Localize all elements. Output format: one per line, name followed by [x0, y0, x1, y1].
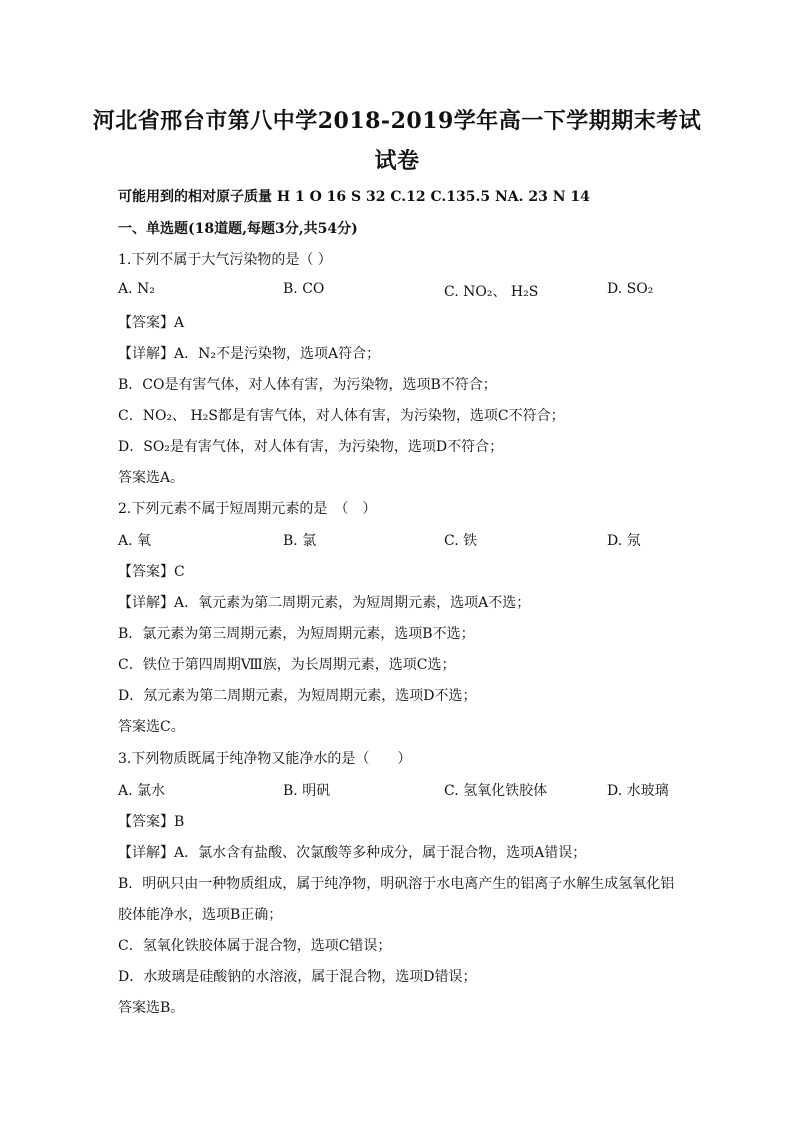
explanation-line: D．氖元素为第二周期元素，为短周期元素，选项D不选； — [118, 688, 477, 704]
option-c: C. NO₂、 H₂S — [444, 284, 539, 300]
explanation-line: 答案选A。 — [118, 470, 185, 486]
explanation-line: 【详解】A．氯水含有盐酸、次氯酸等多种成分，属于混合物，选项A错误； — [118, 845, 587, 861]
explanation-line: 答案选C。 — [118, 719, 185, 735]
explanation-line: 答案选B。 — [118, 1000, 185, 1016]
answer: 【答案】B — [118, 814, 185, 830]
option-d: D. SO₂ — [607, 281, 654, 297]
explanation-line: D．水玻璃是硅酸钠的水溶液，属于混合物，选项D错误； — [118, 969, 477, 985]
explanation-line: 【详解】A．N₂不是污染物，选项A符合； — [118, 346, 381, 362]
explanation-line: 【详解】A．氧元素为第二周期元素，为短周期元素，选项A不选； — [118, 595, 531, 611]
option-d: D. 氖 — [607, 533, 641, 549]
option-a: A. 氯水 — [118, 783, 166, 799]
question-stem: 1.下列不属于大气污染物的是（ ） — [118, 252, 332, 268]
explanation-line: C．铁位于第四周期Ⅷ族，为长周期元素，选项C选； — [118, 657, 456, 673]
atomic-mass-note: 可能用到的相对原子质量 H 1 O 16 S 32 C.12 C.135.5 NA. 23 N 14 — [118, 189, 590, 205]
question-stem: 2.下列元素不属于短周期元素的是 （ ） — [118, 501, 377, 517]
option-a: A. N₂ — [118, 281, 155, 297]
explanation-line: B．氯元素为第三周期元素，为短周期元素，选项B不选； — [118, 626, 475, 642]
option-d: D. 水玻璃 — [607, 783, 669, 799]
option-b: B. CO — [283, 281, 325, 297]
option-b: B. 氯 — [283, 533, 317, 549]
option-c: C. 氢氧化铁胶体 — [444, 783, 548, 799]
answer: 【答案】A — [118, 315, 185, 331]
option-c: C. 铁 — [444, 533, 478, 549]
question-stem: 3.下列物质既属于纯净物又能净水的是（ ） — [118, 751, 412, 767]
answer: 【答案】C — [118, 564, 185, 580]
explanation-line: D．SO₂是有害气体，对人体有害，为污染物，选项D不符合； — [118, 439, 504, 455]
explanation-line: C．NO₂、 H₂S都是有害气体，对人体有害，为污染物，选项C不符合； — [118, 408, 565, 424]
explanation-line: B．CO是有害气体，对人体有害，为污染物，选项B不符合； — [118, 377, 497, 393]
option-a: A. 氧 — [118, 533, 152, 549]
explanation-line: B．明矾只由一种物质组成，属于纯净物，明矾溶于水电离产生的铝离子水解生成氢氧化铝 — [118, 876, 675, 892]
document-title: 河北省邢台市第八中学2018-2019学年高一下学期期末考试 — [92, 108, 702, 134]
section-heading: 一、单选题(18道题,每题3分,共54分) — [118, 221, 358, 237]
explanation-line: C．氢氧化铁胶体属于混合物，选项C错误； — [118, 938, 392, 954]
explanation-line: 胶体能净水，选项B正确； — [118, 907, 283, 923]
document-title-continued: 试卷 — [374, 148, 420, 174]
option-b: B. 明矾 — [283, 783, 331, 799]
